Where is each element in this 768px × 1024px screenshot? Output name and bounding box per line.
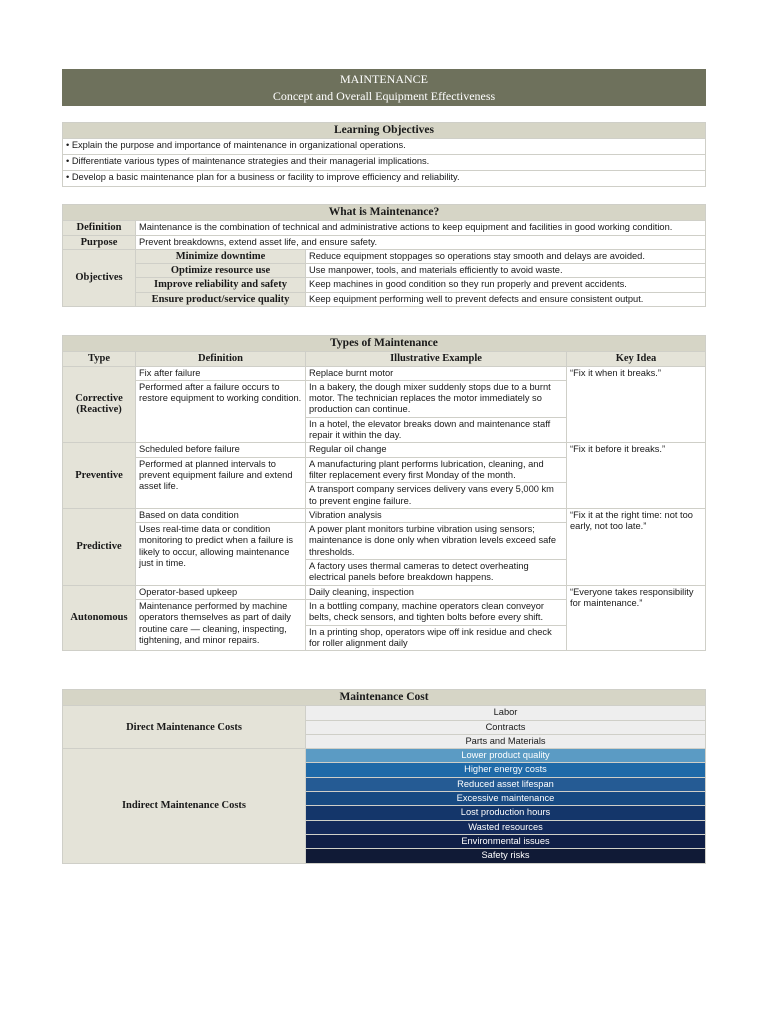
- definition-short: Scheduled before failure: [136, 443, 306, 457]
- example-detail: A transport company services delivery vans every 5,000 km to prevent engine failure.: [306, 483, 567, 509]
- objective-text: Keep equipment performing well to prevent defects and ensure consistent output.: [306, 292, 706, 306]
- objective-item: • Develop a basic maintenance plan for a business or facility to improve efficiency and reliability.: [63, 171, 706, 187]
- column-header-type: Type: [63, 352, 136, 366]
- direct-cost-label: Direct Maintenance Costs: [63, 706, 306, 749]
- type-name: Corrective (Reactive): [63, 366, 136, 443]
- page-title: MAINTENANCE: [340, 72, 428, 86]
- column-header-key-idea: Key Idea: [567, 352, 706, 366]
- page-subtitle: Concept and Overall Equipment Effectiveness: [272, 89, 496, 103]
- type-name: Predictive: [63, 508, 136, 585]
- types-heading: Types of Maintenance: [63, 336, 706, 352]
- example-detail: A power plant monitors turbine vibration using sensors; maintenance is done only when vibration levels exceed safe thresholds.: [306, 523, 567, 560]
- key-idea: “Fix it when it breaks.”: [567, 366, 706, 443]
- objective-name: Improve reliability and safety: [136, 278, 306, 292]
- definition-short: Operator-based upkeep: [136, 585, 306, 599]
- example-detail: A factory uses thermal cameras to detect overheating electrical panels before breakdown happens.: [306, 560, 567, 586]
- purpose-text: Prevent breakdowns, extend asset life, and ensure safety.: [136, 235, 706, 249]
- column-header-definition: Definition: [136, 352, 306, 366]
- example-short: Daily cleaning, inspection: [306, 585, 567, 599]
- example-detail: In a bakery, the dough mixer suddenly stops due to a burnt motor. The technician replaces the motor immediately so production can continue.: [306, 380, 567, 417]
- definition-short: Based on data condition: [136, 508, 306, 522]
- learning-objectives-section: [62, 122, 706, 187]
- objectives-label: Objectives: [63, 249, 136, 306]
- example-short: Regular oil change: [306, 443, 567, 457]
- direct-cost-item: Contracts: [306, 720, 706, 734]
- definition-short: Fix after failure: [136, 366, 306, 380]
- definition-long: Uses real-time data or condition monitoring to predict when a failure is likely to occur, allowing maintenance just in time.: [136, 523, 306, 585]
- definition-long: Maintenance performed by machine operators themselves as part of daily routine care — cleaning, inspecting, tightening, and minor repairs.: [136, 599, 306, 650]
- key-idea: “Fix it at the right time: not too early, not too late.”: [567, 508, 706, 585]
- purpose-label: Purpose: [63, 235, 136, 249]
- what-heading: What is Maintenance?: [63, 205, 706, 221]
- what-is-maintenance-section: [62, 204, 706, 307]
- example-short: Replace burnt motor: [306, 366, 567, 380]
- type-name: Preventive: [63, 443, 136, 508]
- indirect-cost-item: Environmental issues: [306, 834, 706, 848]
- table-row: [63, 366, 706, 380]
- learning-objectives-heading: Learning Objectives: [63, 123, 706, 139]
- definition-long: Performed at planned intervals to prevent equipment failure and extend asset life.: [136, 457, 306, 508]
- direct-cost-item: Labor: [306, 706, 706, 720]
- types-section: [62, 335, 706, 651]
- objective-item: • Explain the purpose and importance of maintenance in organizational operations.: [63, 139, 706, 155]
- indirect-cost-item: Lost production hours: [306, 806, 706, 820]
- indirect-cost-label: Indirect Maintenance Costs: [63, 749, 306, 863]
- table-row: [63, 443, 706, 457]
- table-row: [63, 585, 706, 599]
- title-band: [62, 69, 706, 106]
- objective-text: Reduce equipment stoppages so operations stay smooth and delays are avoided.: [306, 249, 706, 263]
- indirect-cost-item: Excessive maintenance: [306, 792, 706, 806]
- example-detail: In a bottling company, machine operators clean conveyor belts, check sensors, and tighten bolts before every shift.: [306, 599, 567, 625]
- key-idea: “Everyone takes responsibility for maintenance.”: [567, 585, 706, 650]
- definition-long: Performed after a failure occurs to restore equipment to working condition.: [136, 380, 306, 442]
- objective-item: • Differentiate various types of maintenance strategies and their managerial implications.: [63, 155, 706, 171]
- objective-name: Minimize downtime: [136, 249, 306, 263]
- example-short: Vibration analysis: [306, 508, 567, 522]
- indirect-cost-item: Lower product quality: [306, 749, 706, 763]
- objective-text: Keep machines in good condition so they run properly and prevent accidents.: [306, 278, 706, 292]
- example-detail: In a printing shop, operators wipe off ink residue and check for roller alignment daily: [306, 625, 567, 651]
- table-row: [63, 508, 706, 522]
- type-name: Autonomous: [63, 585, 136, 650]
- direct-cost-item: Parts and Materials: [306, 734, 706, 748]
- indirect-cost-item: Reduced asset lifespan: [306, 777, 706, 791]
- definition-text: Maintenance is the combination of technical and administrative actions to keep equipment and facilities in good working condition.: [136, 221, 706, 235]
- column-header-example: Illustrative Example: [306, 352, 567, 366]
- indirect-cost-item: Safety risks: [306, 849, 706, 863]
- key-idea: “Fix it before it breaks.”: [567, 443, 706, 508]
- objective-text: Use manpower, tools, and materials efficiently to avoid waste.: [306, 264, 706, 278]
- objective-name: Optimize resource use: [136, 264, 306, 278]
- cost-heading: Maintenance Cost: [63, 690, 706, 706]
- objective-name: Ensure product/service quality: [136, 292, 306, 306]
- maintenance-cost-section: [62, 689, 706, 864]
- indirect-cost-item: Higher energy costs: [306, 763, 706, 777]
- indirect-cost-item: Wasted resources: [306, 820, 706, 834]
- example-detail: In a hotel, the elevator breaks down and maintenance staff repair it within the day.: [306, 417, 567, 443]
- example-detail: A manufacturing plant performs lubrication, cleaning, and filter replacement every first Monday of the month.: [306, 457, 567, 483]
- definition-label: Definition: [63, 221, 136, 235]
